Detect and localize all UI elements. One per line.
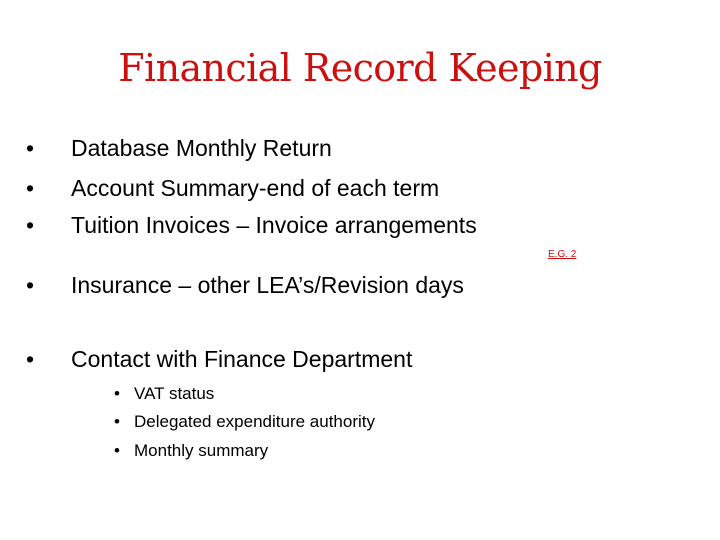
sub-bullet-text: Monthly summary xyxy=(134,441,269,460)
bullet-text: Database Monthly Return xyxy=(71,135,332,161)
sub-bullet-icon: • xyxy=(114,384,120,403)
bullet-text: Tuition Invoices – Invoice arrangements xyxy=(71,212,477,238)
bullet-icon: • xyxy=(26,175,35,201)
bullet-icon: • xyxy=(26,272,35,298)
bullet-text: Account Summary-end of each term xyxy=(71,175,440,201)
eg2-link[interactable]: E.G. 2 xyxy=(548,249,577,260)
slide-title: Financial Record Keeping xyxy=(118,46,602,90)
sub-bullet-icon: • xyxy=(114,412,120,431)
sub-bullet-text: VAT status xyxy=(134,384,215,403)
bullet-icon: • xyxy=(26,212,35,238)
bullet-icon: • xyxy=(26,135,35,161)
sub-bullet-text: Delegated expenditure authority xyxy=(134,412,375,431)
bullet-text: Insurance – other LEA’s/Revision days xyxy=(71,272,464,298)
sub-bullet-icon: • xyxy=(114,441,120,460)
bullet-icon: • xyxy=(26,346,35,372)
bullet-text: Contact with Finance Department xyxy=(71,346,413,372)
